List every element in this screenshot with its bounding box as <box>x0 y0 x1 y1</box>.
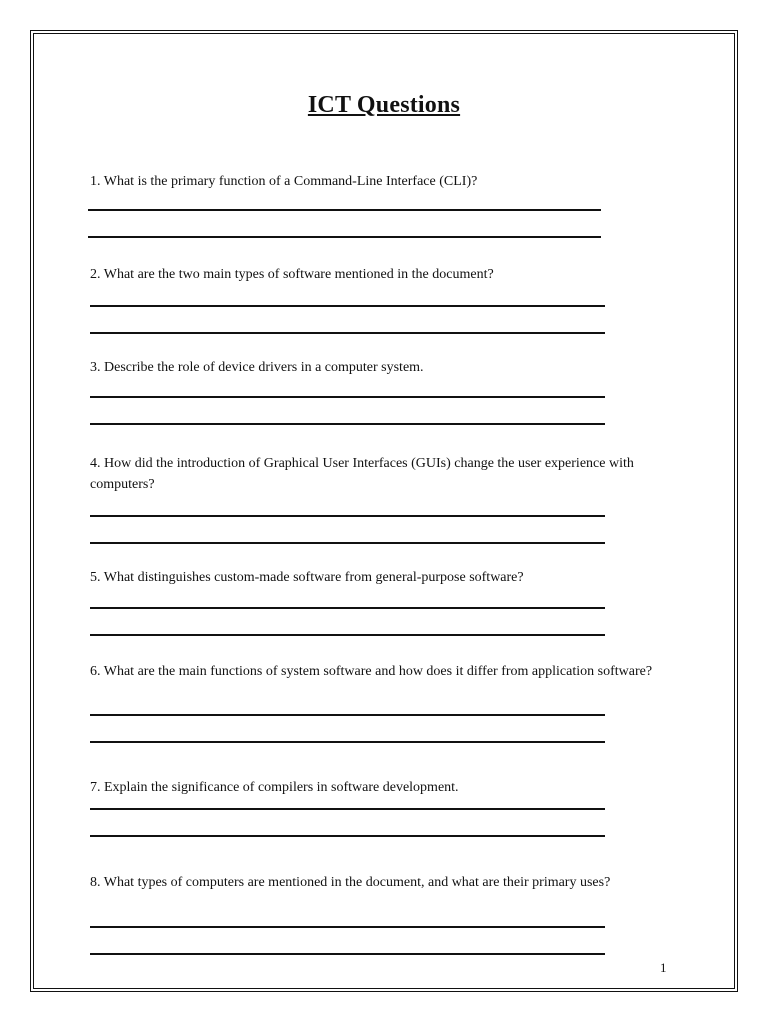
question-1: 1. What is the primary function of a Command-Line Interface (CLI)? <box>90 174 478 189</box>
question-3: 3. Describe the role of device drivers in a computer system. <box>90 360 424 375</box>
answer-line[interactable] <box>90 926 605 928</box>
answer-line[interactable] <box>90 953 605 955</box>
question-4: 4. How did the introduction of Graphical User Interfaces (GUIs) change the user experience with computers? <box>90 456 634 492</box>
question-6: 6. What are the main functions of system software and how does it differ from application software? <box>90 664 653 679</box>
answer-line[interactable] <box>90 515 605 517</box>
document-title: ICT Questions <box>307 92 461 118</box>
question-5: 5. What distinguishes custom-made software from general-purpose software? <box>90 570 524 585</box>
answer-line[interactable] <box>90 741 605 743</box>
question-8: 8. What types of computers are mentioned in the document, and what are their primary uses? <box>90 875 611 890</box>
answer-line[interactable] <box>90 423 605 425</box>
question-7: 7. Explain the significance of compilers in software development. <box>90 780 459 795</box>
answer-line[interactable] <box>90 396 605 398</box>
answer-line[interactable] <box>90 305 605 307</box>
answer-line[interactable] <box>88 236 601 238</box>
question-2: 2. What are the two main types of software mentioned in the document? <box>90 267 494 282</box>
answer-line[interactable] <box>90 835 605 837</box>
answer-line[interactable] <box>88 209 601 211</box>
answer-line[interactable] <box>90 634 605 636</box>
answer-line[interactable] <box>90 714 605 716</box>
answer-line[interactable] <box>90 542 605 544</box>
page-number: 1 <box>660 960 667 975</box>
answer-line[interactable] <box>90 808 605 810</box>
answer-line[interactable] <box>90 607 605 609</box>
answer-line[interactable] <box>90 332 605 334</box>
